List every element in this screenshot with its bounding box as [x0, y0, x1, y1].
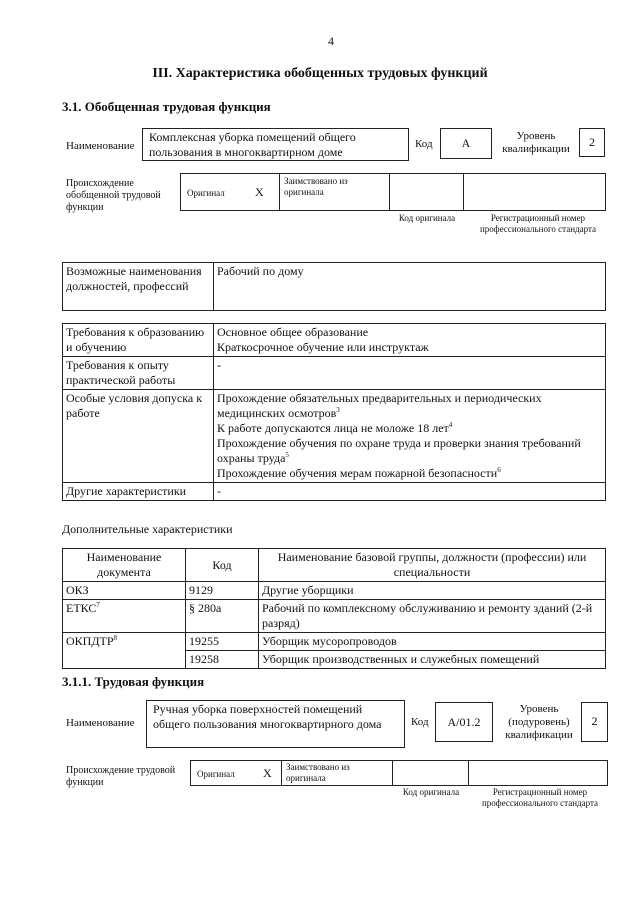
- footnote: 7: [96, 601, 100, 609]
- req-admission-line: К работе допускаются лица не моложе 18 лет$^4$: [217, 421, 453, 435]
- req-experience-label: Требования к опыту практической работы: [63, 357, 214, 390]
- gtf-level-label: Уровень квалификации: [502, 130, 570, 155]
- gtf-origin-grid: [180, 173, 606, 211]
- positions-table: [62, 262, 606, 311]
- req-admission-label: Особые условия допуска к работе: [63, 390, 214, 483]
- tf-code-box: [435, 702, 493, 742]
- req-education-line: Основное общее образование: [217, 325, 369, 339]
- tf-name-box: [146, 700, 405, 748]
- req-education-line: Краткосрочное обучение или инструктаж: [217, 340, 429, 354]
- tf-borrowed-label: Заимствовано из оригинала: [286, 762, 350, 783]
- req-admission-line: Прохождение обучения по охране труда и проверки знания требований охраны труда$^5$: [217, 436, 581, 465]
- gtf-original-label: Оригинал: [187, 188, 225, 198]
- gtf-level-value: 2: [589, 135, 595, 149]
- tf-heading: 3.1.1. Трудовая функция: [62, 674, 205, 689]
- requirements-table: [62, 323, 606, 501]
- row-doc: ОКЗ: [63, 582, 186, 600]
- row-name: Другие уборщики: [259, 582, 606, 600]
- footnote: 3: [336, 406, 340, 414]
- tf-level-value: 2: [591, 714, 598, 728]
- row-name: Уборщик мусоропроводов: [259, 633, 606, 651]
- row-name: Уборщик производственных и служебных помещений: [259, 651, 606, 669]
- gtf-name-label: Наименование: [66, 140, 135, 152]
- tf-level-label: Уровень (подуровень) квалификации: [505, 703, 573, 741]
- tf-name-value: Ручная уборка поверхностей помещений общего пользования многоквартирного дома: [153, 702, 382, 731]
- gtf-code-original-label: Код оригинала: [398, 213, 456, 223]
- gtf-origin-label: Происхождение обобщенной трудовой функции: [66, 178, 161, 213]
- row-doc: ОКПДТР$^8$: [63, 633, 186, 669]
- tf-original-label: Оригинал: [197, 769, 235, 779]
- req-admission-value: [214, 390, 606, 483]
- tf-level-box: [581, 702, 608, 742]
- additional-header-doc: Наименование документа: [63, 549, 186, 582]
- row-name: Рабочий по комплексному обслуживанию и ремонту зданий (2-й разряд): [259, 600, 606, 633]
- req-education-label: Требования к образованию и обучению: [63, 324, 214, 357]
- section-title: III. Характеристика обобщенных трудовых функций: [152, 66, 488, 81]
- gtf-name-value: Комплексная уборка помещений общего пользования в многоквартирном доме: [149, 130, 356, 159]
- table-row: [63, 633, 606, 651]
- additional-header-code: Код: [186, 549, 259, 582]
- gtf-borrowed-label: Заимствовано из оригинала: [284, 176, 348, 197]
- tf-reg-number-label: Регистрационный номер профессионального стандарта: [481, 787, 599, 808]
- req-experience-value: -: [214, 357, 606, 390]
- table-row: [63, 582, 606, 600]
- row-code: 19255: [186, 633, 259, 651]
- additional-table: [62, 548, 606, 669]
- req-other-value: -: [214, 483, 606, 501]
- additional-heading: Дополнительные характеристики: [62, 522, 233, 536]
- footnote: 8: [113, 634, 118, 642]
- tf-code-label: Код: [411, 716, 429, 728]
- tf-code-original-label: Код оригинала: [402, 787, 460, 797]
- row-code: 9129: [186, 582, 259, 600]
- tf-origin-label: Происхождение трудовой функции: [66, 765, 176, 788]
- gtf-code-value: A: [461, 136, 471, 150]
- gtf-heading: 3.1. Обобщенная трудовая функция: [62, 99, 271, 114]
- req-education-value: [214, 324, 606, 357]
- row-code: 19258: [186, 651, 259, 669]
- tf-original-mark: X: [263, 766, 272, 780]
- req-other-label: Другие характеристики: [63, 483, 214, 501]
- positions-label: Возможные наименования должностей, профессий: [63, 263, 214, 311]
- tf-origin-grid: [190, 760, 608, 786]
- tf-code-value: A/01.2: [447, 715, 481, 729]
- gtf-reg-number-label: Регистрационный номер профессионального стандарта: [479, 213, 597, 234]
- footnote: 6: [497, 466, 501, 474]
- gtf-original-mark: X: [255, 185, 264, 199]
- page-number: 4: [328, 34, 334, 48]
- row-code: § 280а: [186, 600, 259, 633]
- req-admission-line: Прохождение обучения мерам пожарной безопасности$^6$: [217, 466, 501, 480]
- gtf-code-label: Код: [415, 138, 433, 150]
- gtf-level-box: [579, 128, 605, 157]
- tf-name-label: Наименование: [66, 717, 135, 729]
- row-doc: ЕТКС$^7$: [63, 600, 186, 633]
- positions-value: Рабочий по дому: [214, 263, 606, 311]
- table-row: [63, 600, 606, 633]
- gtf-name-box: [142, 128, 409, 161]
- footnote: 4: [448, 421, 453, 429]
- additional-header-name: Наименование базовой группы, должности (профессии) или специальности: [259, 549, 606, 582]
- gtf-code-box: [440, 128, 492, 159]
- req-admission-line: Прохождение обязательных предварительных и периодических медицинских осмотров$^3$: [217, 391, 542, 420]
- footnote: 5: [285, 451, 289, 459]
